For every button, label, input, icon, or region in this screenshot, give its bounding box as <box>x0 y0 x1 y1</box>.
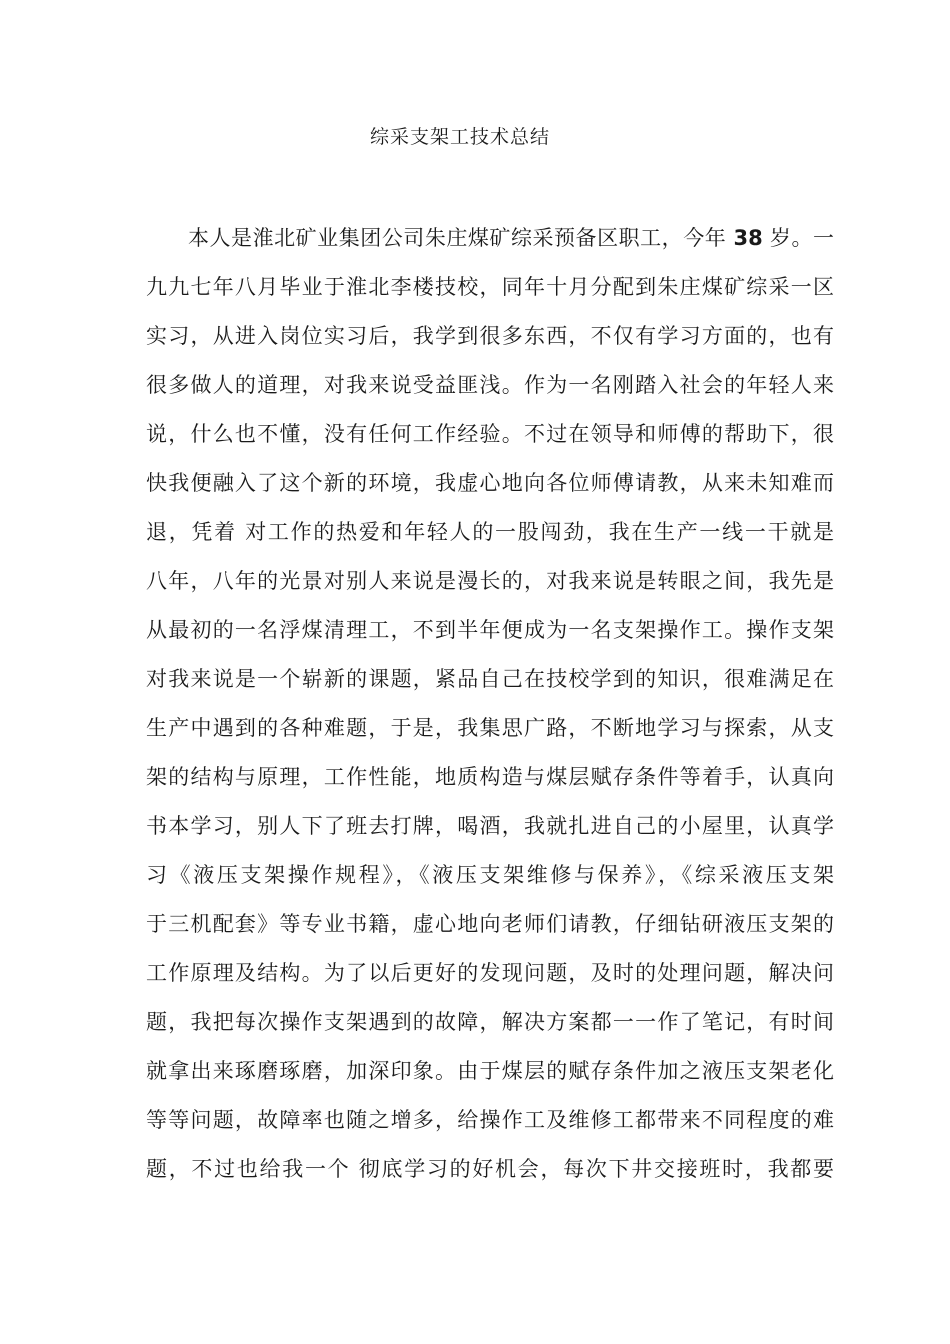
paragraph-line: 就拿出来琢磨琢磨，加深印象。由于煤层的赋存条件加之液压支架老化 <box>146 1059 834 1083</box>
age-number: 38 <box>733 226 763 250</box>
paragraph-line: 等等问题，故障率也随之增多，给操作工及维修工都带来不同程度的难 <box>146 1108 834 1132</box>
paragraph-line: 从最初的一名浮煤清理工，不到半年便成为一名支架操作工。操作支架 <box>146 618 834 642</box>
paragraph-line: 于三机配套》等专业书籍，虚心地向老师们请教，仔细钻研液压支架的 <box>146 912 834 936</box>
paragraph-line: 生产中遇到的各种难题，于是，我集思广路，不断地学习与探索，从支 <box>146 716 834 740</box>
paragraph-line <box>146 222 834 271</box>
line-text: 本人是淮北矿业集团公司朱庄煤矿综采预备区职工，今年 <box>188 226 734 250</box>
paragraph-line: 快我便融入了这个新的环境，我虚心地向各位师傅请教，从来未知难而 <box>146 471 834 495</box>
paragraph-line: 习《液压支架操作规程》，《液压支架维修与保养》，《综采液压支架 <box>146 863 834 887</box>
paragraph-line: 架的结构与原理，工作性能，地质构造与煤层赋存条件等着手，认真向 <box>146 765 834 789</box>
paragraph-line: 很多做人的道理，对我来说受益匪浅。作为一名刚踏入社会的年轻人来 <box>146 373 834 397</box>
paragraph-line: 八年，八年的光景对别人来说是漫长的，对我来说是转眼之间，我先是 <box>146 569 834 593</box>
paragraph-line: 九九七年八月毕业于淮北李楼技校，同年十月分配到朱庄煤矿综采一区 <box>146 275 834 299</box>
paragraph-line: 工作原理及结构。为了以后更好的发现问题，及时的处理问题，解决问 <box>146 961 834 985</box>
document-title: 综采支架工技术总结 <box>369 126 550 148</box>
paragraph-line: 题，不过也给我一个 彻底学习的好机会，每次下井交接班时，我都要 <box>146 1157 834 1181</box>
paragraph-line: 对我来说是一个崭新的课题，紧品自己在技校学到的知识，很难满足在 <box>146 667 834 691</box>
paragraph-line: 退，凭着 对工作的热爱和年轻人的一股闯劲，我在生产一线一干就是 <box>146 520 834 544</box>
line-text: 岁。一 <box>762 226 834 250</box>
paragraph-line: 题，我把每次操作支架遇到的故障，解决方案都一一作了笔记，有时间 <box>146 1010 834 1034</box>
paragraph-line: 书本学习，别人下了班去打牌，喝酒，我就扎进自己的小屋里，认真学 <box>146 814 834 838</box>
paragraph-line: 实习，从进入岗位实习后，我学到很多东西，不仅有学习方面的，也有 <box>146 324 834 348</box>
document-body <box>146 222 834 1202</box>
paragraph-line: 说，什么也不懂，没有任何工作经验。不过在领导和师傅的帮助下，很 <box>146 422 834 446</box>
